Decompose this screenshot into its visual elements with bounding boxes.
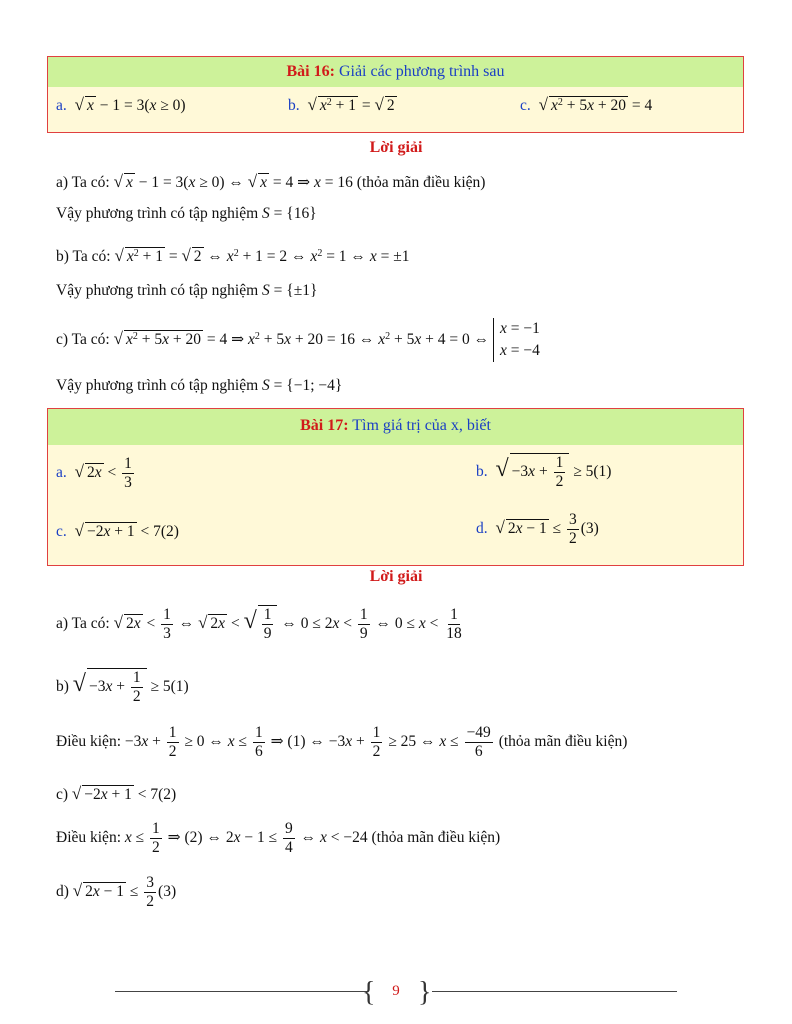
exercise-16-label: Bài 16: — [286, 63, 335, 80]
exercise-16-option-b: b. √ $x^2 + 1$ = √ 2 — [288, 95, 395, 114]
solution-17b-condition: Điều kiện: −3x + $\frac{1}{2}$ ≥ 0 ⇔ x ≤ $\frac{1}{6}$ ⇒ (1) ⇔ −3x + $\frac{1}{2}$ ≥ 25 ⇔ x ≤ $\frac{-49}{6}$ (thỏa mãn điều kiện) — [56, 724, 628, 760]
solution-17d-line: d) √ 2x − 1 ≤ $\frac{3}{2}$ (3) — [56, 874, 177, 910]
exercise-16-option-c: c. √ $x^2 + 5x + 20 = 4$ — [520, 95, 653, 114]
footer-rule-right — [432, 991, 677, 992]
solution-17-title: Lời giải — [369, 568, 423, 585]
exercise-16-prompt: Giải các phương trình sau — [338, 63, 505, 80]
exercise-16-header — [48, 57, 743, 87]
solution-16a-conclusion: Vậy phương trình có tập nghiệm S = {16} — [56, 205, 317, 222]
solution-16a-line: a) Ta có: √ x − 1 = 3(x ≥ 0) ⇔ √ x = 4 ⇒ x = 16 (thỏa mãn điều kiện) — [56, 172, 486, 191]
solution-16b-line: b) Ta có: √ $x^2 + 1$ = √ 2 ⇔ $x^2 + 1 = 2$ ⇔ $x^2 = 1$ ⇔ x = ±1 — [56, 246, 410, 265]
solution-16b-conclusion: Vậy phương trình có tập nghiệm S = {±1} — [56, 282, 318, 299]
exercise-17-box — [47, 408, 744, 566]
exercise-16-option-a: a. √ x − 1 = 3(x ≥ 0) — [56, 95, 186, 114]
exercise-17-label: Bài 17: — [300, 417, 349, 434]
solution-16-title: Lời giải — [369, 139, 423, 156]
exercise-17-option-c: c. √ −2x + 1 < 7(2) — [56, 521, 179, 540]
footer-bracket-left: { — [362, 977, 376, 1008]
solution-17c-line: c) √ −2x + 1 < 7(2) — [56, 784, 177, 803]
solution-16c-conclusion: Vậy phương trình có tập nghiệm S = {−1; −4} — [56, 377, 343, 394]
solution-17b-line: b) √ −3x + $\frac{1}{2}$ ≥ 5(1) — [56, 669, 189, 705]
footer-bracket-right: } — [418, 977, 432, 1008]
exercise-16-box — [47, 56, 744, 133]
exercise-17-option-d: d. √ 2x − 1 ≤ $\frac{3}{2}$ (3) — [476, 511, 599, 547]
solution-17c-condition: Điều kiện: x ≤ $\frac{1}{2}$ ⇒ (2) ⇔ 2x − 1 ≤ $\frac{9}{4}$ ⇔ x < −24 (thỏa mãn điều kiện) — [56, 820, 501, 856]
exercise-17-option-b: b. √ −3x + $\frac{1}{2}$ ≥ 5(1) — [476, 454, 612, 490]
exercise-17-header — [48, 409, 743, 445]
exercise-17-option-a: a. √ 2x < $\frac{1}{3}$ — [56, 455, 132, 491]
footer-rule-left — [115, 991, 367, 992]
page-number: 9 — [392, 983, 400, 999]
exercise-17-prompt: Tìm giá trị của x, biết — [352, 417, 491, 434]
solution-17a-line: a) Ta có: √ 2x < $\frac{1}{3}$ ⇔ √ 2x < √ $\frac{1}{9}$ ⇔ 0 ≤ 2x < $\frac{1}{9}$ ⇔ 0 ≤ x < $\frac{1}{18}$ — [56, 606, 462, 642]
solution-16c-line: c) Ta có: √ $x^2 + 5x + 20 = 4$ ⇒ $x^2 + 5x + 20 = 16$ ⇔ $x^2 + 5x + 4 = 0$ ⇔ x = −1 x = −4 — [56, 318, 540, 362]
